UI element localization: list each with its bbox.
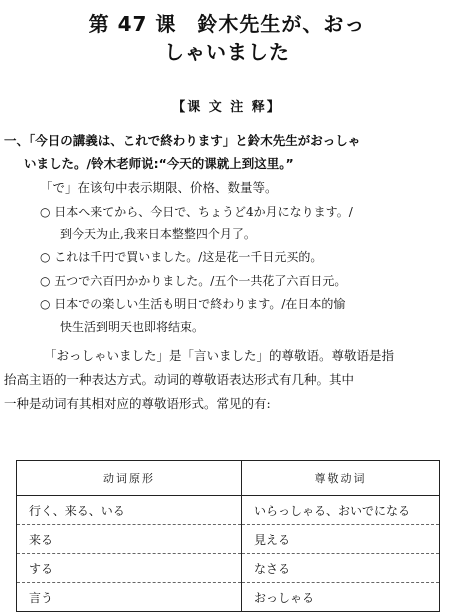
lesson-title-line-2: しゃいました [164, 40, 290, 64]
base-form-cell: 来る [17, 525, 242, 554]
example-2-jp: ○ これは千円で買いました。/这是花一千日元买的。 [40, 250, 323, 264]
honorific-verb-cell: なさる [242, 554, 440, 583]
example-1-cn: 到今天为止,我来日本整整四个月了。 [60, 227, 256, 241]
example-4-cn: 快生活到明天也即将结束。 [60, 320, 205, 334]
paragraph-line-2: 抬高主语的一种表达方式。动词的尊敬语表达形式有几种。其中 [4, 372, 355, 387]
base-form-cell: 言う [17, 583, 242, 612]
column-header-base-form: 动词原形 [17, 461, 242, 496]
base-form-cell: 行く、来る、いる [17, 496, 242, 525]
table-row [17, 554, 440, 583]
example-3-jp: ○ 五つで六百円かかりました。/五个一共花了六百日元。 [40, 274, 347, 288]
example-4-jp: ○ 日本での楽しい生活も明日で終わります。/在日本的愉 [40, 297, 346, 311]
paragraph-line-1: 「おっしゃいました」是「言いました」的尊敬语。尊敬语是指 [44, 348, 395, 363]
table-row [17, 525, 440, 554]
note-1-sentence-line-1: 一、「今日の講義は、これで終わります」と鈴木先生がおっしゃ [4, 133, 361, 148]
honorific-verb-cell: 見える [242, 525, 440, 554]
honorific-verb-cell: いらっしゃる、おいでになる [242, 496, 440, 525]
column-header-honorific-verb: 尊敬动词 [242, 461, 440, 496]
honorific-verb-table [16, 460, 440, 612]
section-heading: 【课 文 注 释】 [172, 100, 282, 115]
table-row [17, 496, 440, 525]
honorific-verb-cell: おっしゃる [242, 583, 440, 612]
table-row [17, 583, 440, 612]
base-form-cell: する [17, 554, 242, 583]
paragraph-line-3: 一种是动词有其相对应的尊敬语形式。常见的有: [4, 396, 271, 411]
example-1-jp: ○ 日本へ来てから、今日で、ちょうど4か月になります。/ [40, 205, 353, 219]
note-1-sentence-line-2: いました。/铃木老师说:“今天的课就上到这里。” [24, 156, 294, 171]
lesson-title-line-1: 第 47 课 鈴木先生が、おっ [88, 12, 366, 36]
table-header-row [17, 461, 440, 496]
note-1-explanation: 「で」在该句中表示期限、价格、数量等。 [40, 180, 278, 195]
